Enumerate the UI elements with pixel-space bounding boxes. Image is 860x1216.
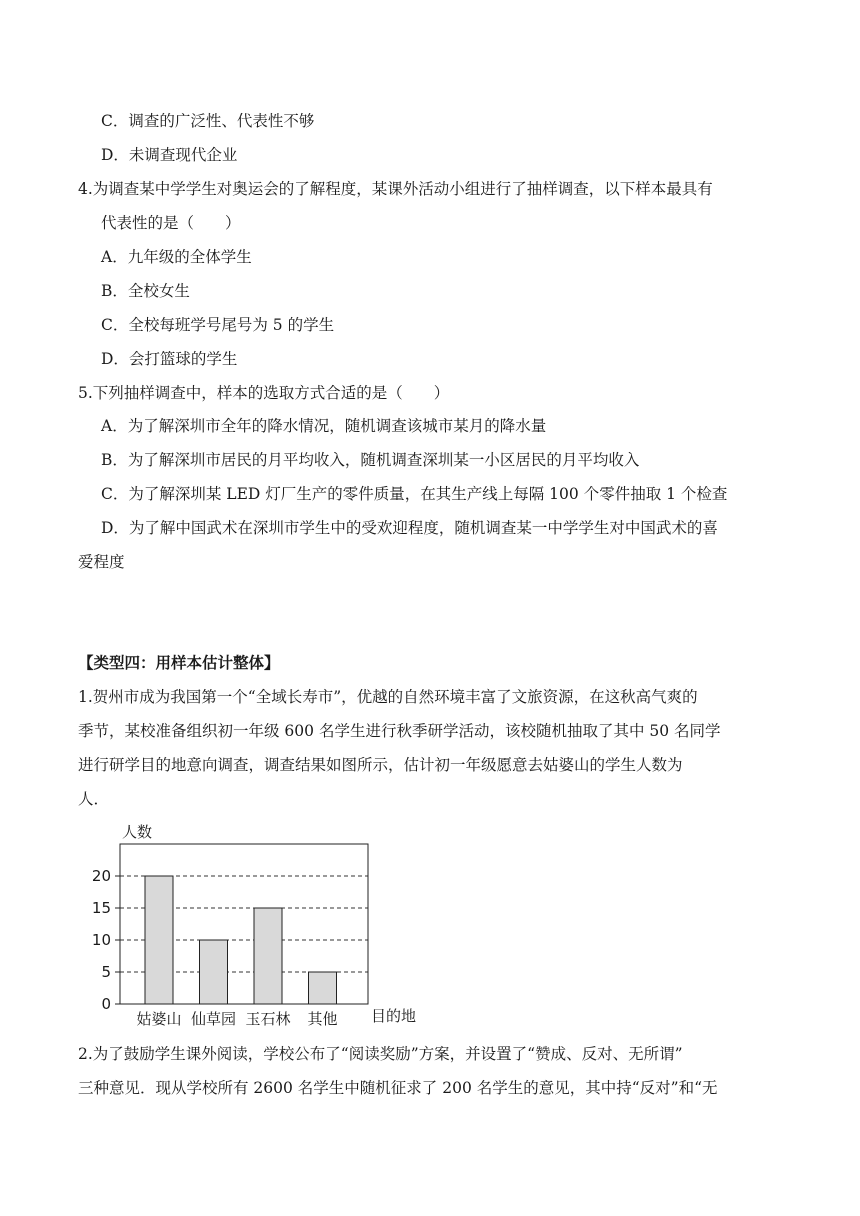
q4-stem-line2: 代表性的是（ ） — [101, 214, 241, 232]
q4-option-b: B．全校女生 — [101, 282, 190, 300]
x-axis-label: 目的地 — [371, 1007, 417, 1025]
bar — [254, 908, 282, 1004]
q5-option-c: C．为了解深圳某 LED 灯厂生产的零件质量，在其生产线上每隔 100 个零件抽取 1 个检查 — [101, 485, 728, 503]
section-title: 【类型四：用样本估计整体】 — [78, 653, 280, 672]
x-tick-label: 其他 — [307, 1010, 338, 1028]
p2-line1: 2.为了鼓励学生课外阅读，学校公布了“阅读奖励”方案，并设置了“赞成、反对、无所谓” — [78, 1045, 683, 1063]
p1-line1: 1.贺州市成为我国第一个“全域长寿市”，优越的自然环境丰富了文旅资源，在这秋高气爽的 — [78, 688, 698, 706]
p2-line2: 三种意见．现从学校所有 2600 名学生中随机征求了 200 名学生的意见，其中持“反对”和“无 — [78, 1079, 718, 1097]
q5-option-d-line2: 爱程度 — [78, 553, 125, 571]
bar — [309, 972, 337, 1004]
x-tick-label: 姑婆山 — [136, 1010, 182, 1028]
q3-option-d: D．未调查现代企业 — [101, 146, 238, 164]
p1-line3: 进行研学目的地意向调查，调查结果如图所示，估计初一年级愿意去姑婆山的学生人数为 — [78, 756, 683, 774]
y-axis-label: 人数 — [122, 823, 153, 841]
p1-line4: 人． — [78, 790, 110, 808]
q3-option-c: C．调查的广泛性、代表性不够 — [101, 112, 315, 130]
q4-option-d: D．会打篮球的学生 — [101, 350, 238, 368]
y-tick-label: 5 — [101, 963, 111, 981]
chart-x-ticks — [136, 1010, 337, 1028]
q5-stem: 5.下列抽样调查中，样本的选取方式合适的是（ ） — [78, 384, 450, 402]
bar-chart — [91, 815, 425, 1035]
bar — [145, 876, 173, 1004]
y-tick-label: 15 — [91, 899, 111, 917]
q4-stem-line1: 4.为调查某中学学生对奥运会的了解程度，某课外活动小组进行了抽样调查，以下样本最具有 — [78, 180, 713, 198]
y-tick-label: 0 — [101, 995, 111, 1013]
q4-option-a: A．九年级的全体学生 — [101, 248, 252, 266]
q5-option-d-line1: D．为了解中国武术在深圳市学生中的受欢迎程度，随机调查某一中学学生对中国武术的喜 — [101, 519, 718, 537]
p1-line2: 季节，某校准备组织初一年级 600 名学生进行秋季研学活动，该校随机抽取了其中 50 名同学 — [78, 722, 721, 740]
x-tick-label: 仙草园 — [190, 1010, 237, 1028]
bar — [200, 940, 228, 1004]
chart-y-ticks — [92, 867, 120, 1013]
q4-option-c: C．全校每班学号尾号为 5 的学生 — [101, 316, 335, 334]
q5-option-b: B．为了解深圳市居民的月平均收入，随机调查深圳某一小区居民的月平均收入 — [101, 451, 640, 469]
q5-option-a: A．为了解深圳市全年的降水情况，随机调查该城市某月的降水量 — [101, 417, 547, 435]
x-tick-label: 玉石林 — [245, 1010, 291, 1028]
y-tick-label: 20 — [91, 867, 111, 885]
y-tick-label: 10 — [91, 931, 111, 949]
